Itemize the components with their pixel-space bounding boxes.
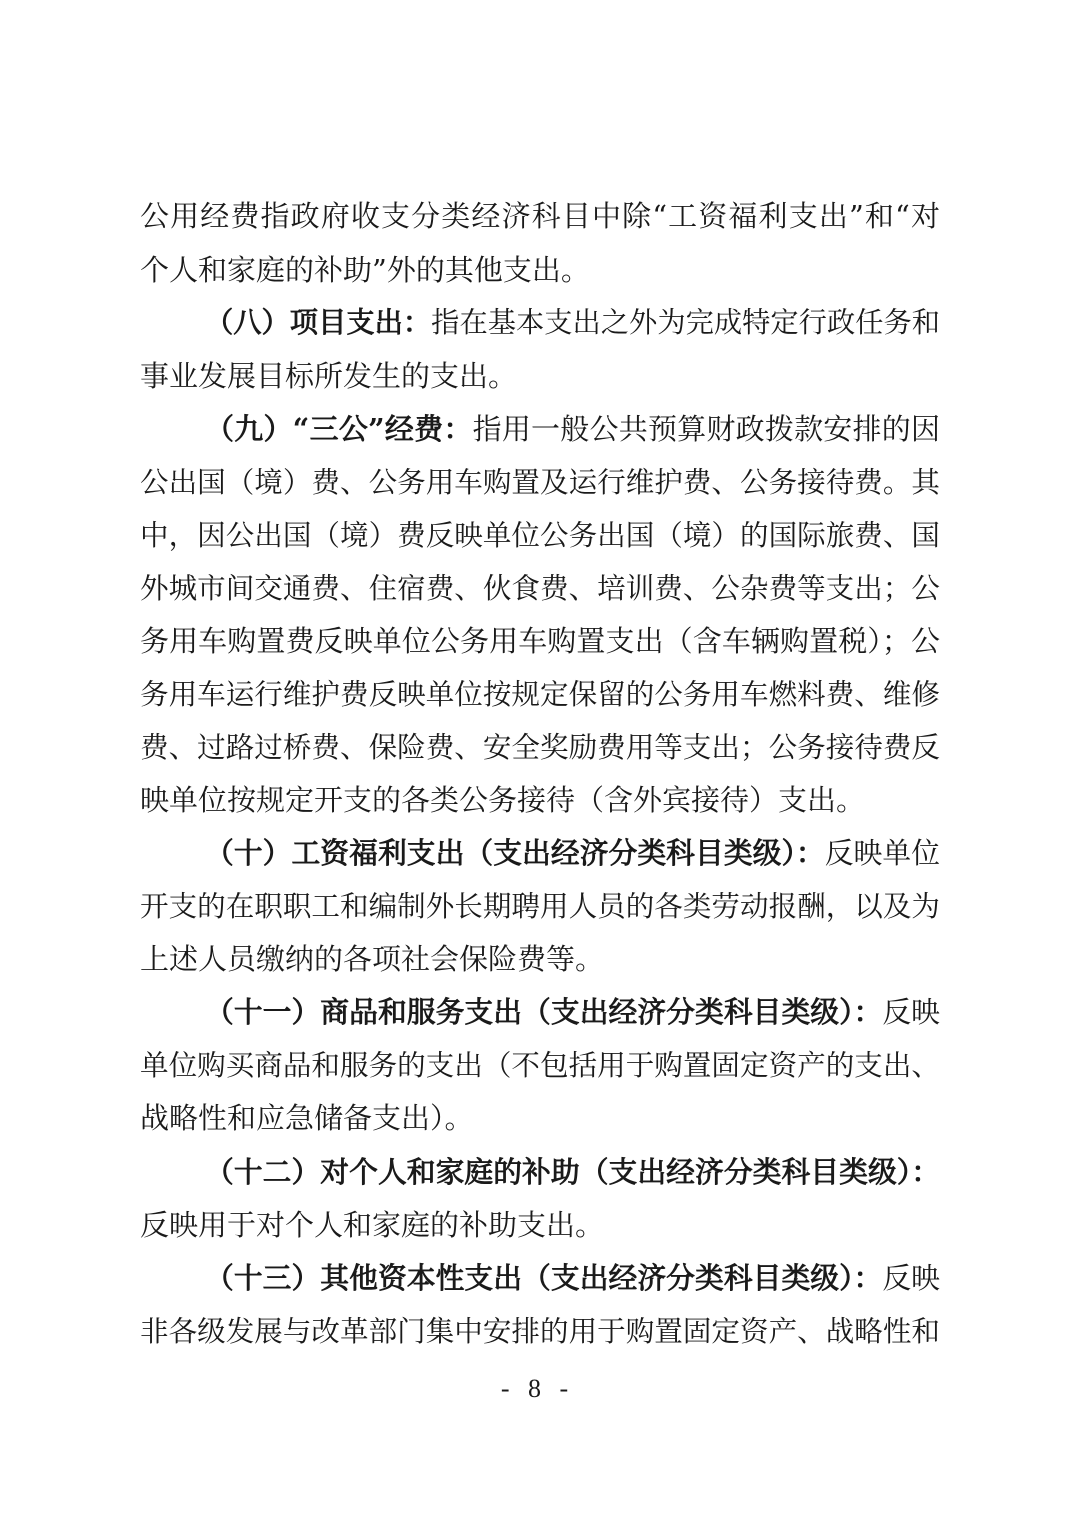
line-text: 公出国（境）费、公务用车购置及运行维护费、公务接待费。其 (140, 465, 940, 499)
line-text: 反映用于对个人和家庭的补助支出。 (140, 1208, 605, 1242)
section-heading: （八）项目支出： (205, 305, 432, 339)
text-line (140, 517, 940, 553)
line-text: 上述人员缴纳的各项社会保险费等。 (140, 942, 605, 976)
text-line (140, 1100, 940, 1136)
line-text: 外城市间交通费、住宿费、伙食费、培训费、公杂费等支出；公 (140, 571, 940, 605)
section-heading: （十三）其他资本性支出（支出经济分类科目类级）： (205, 1261, 883, 1295)
page-number: - 8 - (500, 1374, 575, 1403)
line-text: 费、过路过桥费、保险费、安全奖励费用等支出；公务接待费反 (140, 730, 940, 764)
text-line (140, 1047, 940, 1083)
text-line (140, 941, 940, 977)
section-heading-line (205, 994, 940, 1030)
line-text: 反映 (882, 1261, 940, 1295)
text-line (140, 464, 940, 500)
line-text: 中，因公出国（境）费反映单位公务出国（境）的国际旅费、国 (140, 518, 940, 552)
section-heading-line (205, 1154, 940, 1190)
section-heading-line (205, 411, 940, 447)
section-heading: （十一）商品和服务支出（支出经济分类科目类级）： (205, 995, 883, 1029)
text-line (140, 729, 940, 765)
text-line (140, 1313, 940, 1349)
line-text: 非各级发展与改革部门集中安排的用于购置固定资产、战略性和 (140, 1314, 940, 1348)
section-heading-line (205, 304, 940, 340)
line-text: 公用经费指政府收支分类经济科目中除“工资福利支出”和“对 (140, 199, 940, 233)
section-heading: （十二）对个人和家庭的补助（支出经济分类科目类级）： (205, 1155, 940, 1189)
line-text: 务用车购置费反映单位公务用车购置支出（含车辆购置税）；公 (140, 624, 940, 658)
text-line (140, 676, 940, 712)
section-heading: （十）工资福利支出（支出经济分类科目类级）： (205, 836, 825, 870)
text-line (140, 888, 940, 924)
line-text: 开支的在职职工和编制外长期聘用人员的各类劳动报酬，以及为 (140, 889, 940, 923)
section-heading-line (205, 835, 940, 871)
text-line (140, 1207, 940, 1243)
text-line (140, 782, 940, 818)
text-line (140, 570, 940, 606)
text-line (140, 358, 940, 394)
line-text: 事业发展目标所发生的支出。 (140, 359, 518, 393)
section-heading: （九）“三公”经费： (205, 412, 473, 446)
line-text: 反映 (882, 995, 940, 1029)
text-line (140, 252, 940, 288)
text-line (140, 198, 940, 234)
text-line (140, 623, 940, 659)
line-text: 单位购买商品和服务的支出（不包括用于购置固定资产的支出、 (140, 1048, 940, 1082)
section-heading-line (205, 1260, 940, 1296)
line-text: 指在基本支出之外为完成特定行政任务和 (431, 306, 941, 339)
line-text: 务用车运行维护费反映单位按规定保留的公务用车燃料费、维修 (140, 677, 940, 711)
line-text: 映单位按规定开支的各类公务接待（含外宾接待）支出。 (140, 783, 866, 817)
line-text: 战略性和应急储备支出）。 (140, 1101, 474, 1135)
line-text: 反映单位 (824, 836, 940, 870)
line-text: 指用一般公共预算财政拨款安排的因 (472, 412, 940, 446)
line-text: 个人和家庭的补助”外的其他支出。 (140, 253, 590, 287)
